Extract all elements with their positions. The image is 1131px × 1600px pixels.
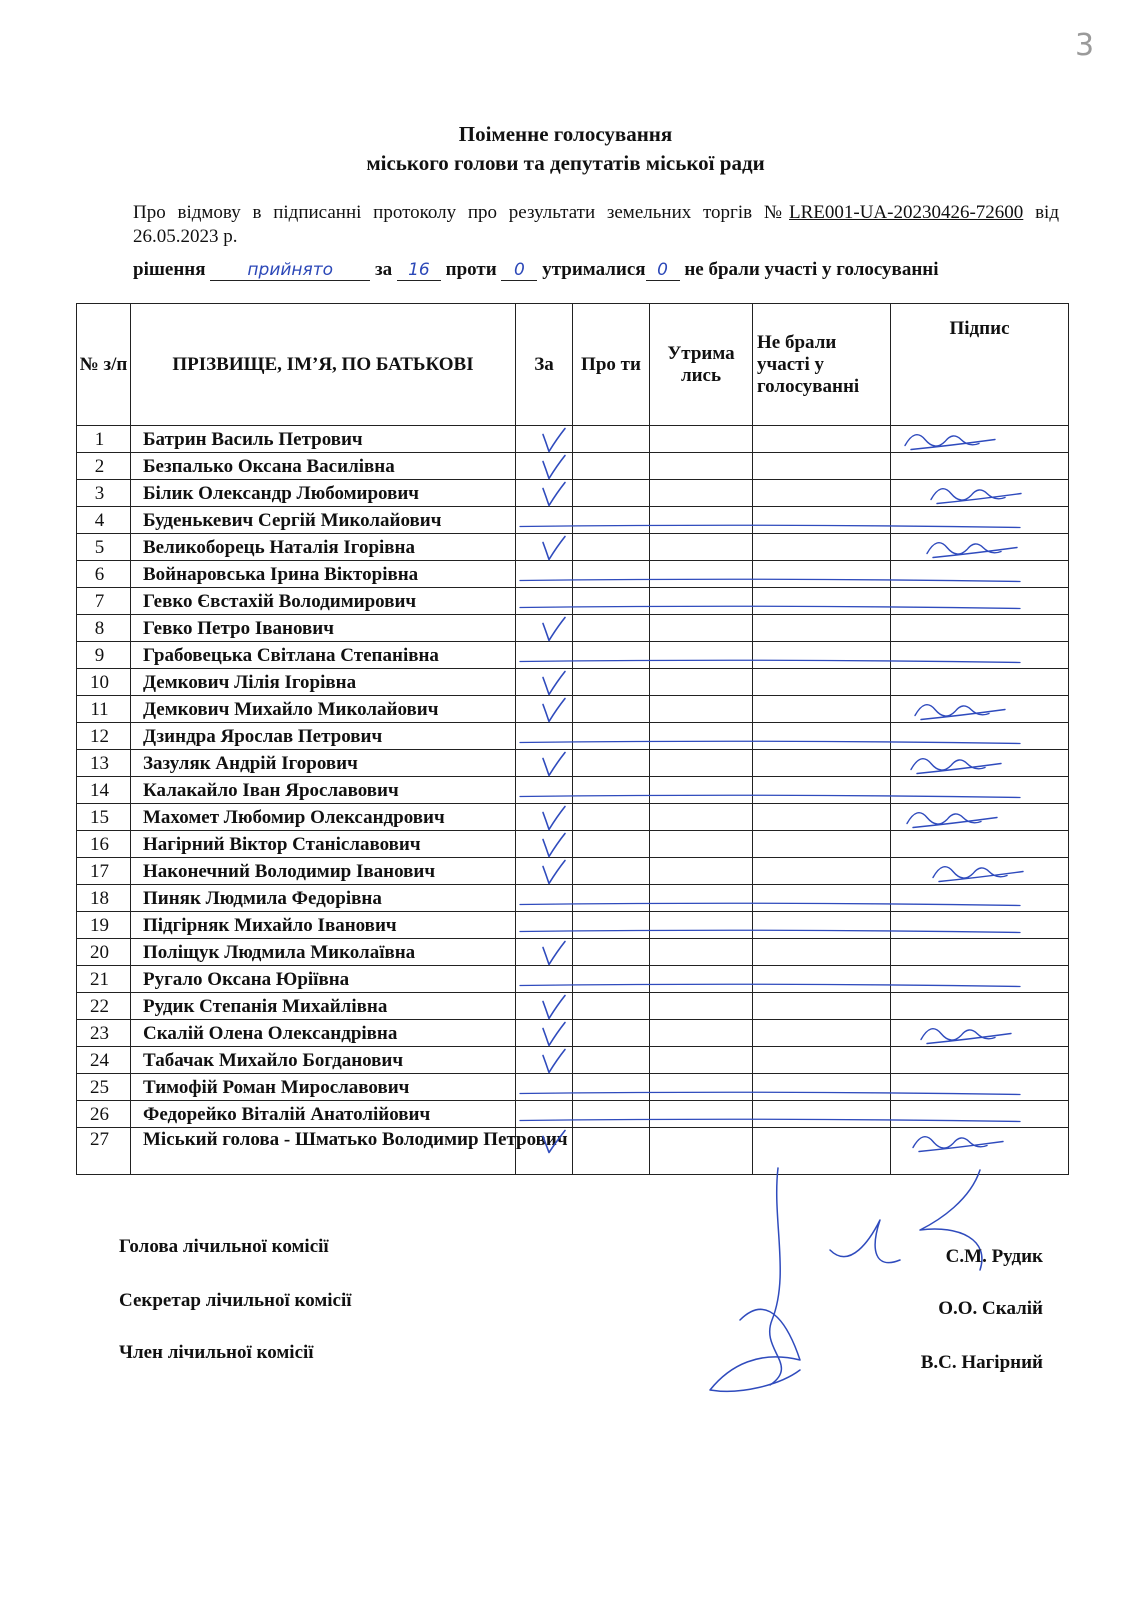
table-row (77, 831, 1069, 858)
commission-name-chair: С.М. Рудик (945, 1246, 1043, 1267)
table-row (77, 966, 1069, 993)
row-number: 22 (77, 993, 131, 1020)
table-row (77, 750, 1069, 777)
cell-against (573, 804, 650, 831)
row-number: 24 (77, 1047, 131, 1074)
cell-abstained (650, 993, 753, 1020)
cell-for (516, 993, 573, 1020)
cell-abstained (650, 804, 753, 831)
cell-not-participated (753, 1047, 891, 1074)
for-label: за (375, 259, 393, 280)
row-number: 7 (77, 588, 131, 615)
cell-signature (891, 426, 1069, 453)
cell-signature (891, 1020, 1069, 1047)
cell-signature (891, 777, 1069, 804)
table-row (77, 1020, 1069, 1047)
cell-for (516, 939, 573, 966)
deputy-name: Батрин Василь Петрович (131, 426, 516, 453)
cell-signature (891, 1101, 1069, 1128)
cell-for (516, 885, 573, 912)
cell-for (516, 453, 573, 480)
row-number: 27 (77, 1128, 131, 1175)
cell-against (573, 858, 650, 885)
cell-not-participated (753, 804, 891, 831)
header-for: За (516, 304, 573, 426)
cell-against (573, 777, 650, 804)
table-row (77, 858, 1069, 885)
cell-against (573, 561, 650, 588)
subject-date: від 26.05.2023 р. (133, 202, 1059, 247)
cell-for (516, 534, 573, 561)
table-row (77, 777, 1069, 804)
row-number: 1 (77, 426, 131, 453)
deputy-name: Міський голова - Шматько Володимир Петрович (131, 1128, 516, 1175)
cell-signature (891, 831, 1069, 858)
cell-signature (891, 804, 1069, 831)
table-row (77, 534, 1069, 561)
cell-for (516, 588, 573, 615)
deputy-name: Тимофій Роман Мирославович (131, 1074, 516, 1101)
cell-against (573, 750, 650, 777)
document-title-line-1: Поіменне голосування (458, 122, 673, 146)
cell-signature (891, 885, 1069, 912)
decision-summary (133, 259, 1068, 281)
table-row (77, 642, 1069, 669)
cell-abstained (650, 561, 753, 588)
deputy-name: Рудик Степанія Михайлівна (131, 993, 516, 1020)
cell-against (573, 831, 650, 858)
deputy-name: Зазуляк Андрій Ігорович (131, 750, 516, 777)
table-header-row (77, 304, 1069, 426)
cell-signature (891, 966, 1069, 993)
row-number: 2 (77, 453, 131, 480)
deputy-name: Білик Олександр Любомирович (131, 480, 516, 507)
cell-signature (891, 1047, 1069, 1074)
cell-abstained (650, 642, 753, 669)
cell-abstained (650, 885, 753, 912)
cell-abstained (650, 453, 753, 480)
row-number: 11 (77, 696, 131, 723)
cell-signature (891, 669, 1069, 696)
table-row (77, 1047, 1069, 1074)
table-row (77, 1101, 1069, 1128)
cell-against (573, 507, 650, 534)
cell-not-participated (753, 831, 891, 858)
cell-signature (891, 615, 1069, 642)
cell-abstained (650, 507, 753, 534)
table-row (77, 723, 1069, 750)
commission-name-secretary: О.О. Скалій (938, 1298, 1043, 1319)
cell-not-participated (753, 534, 891, 561)
deputy-name: Поліщук Людмила Миколаївна (131, 939, 516, 966)
header-against: Про ти (573, 304, 650, 426)
protocol-code: LRE001-UA-20230426-72600 (789, 202, 1024, 223)
cell-against (573, 534, 650, 561)
cell-signature (891, 696, 1069, 723)
cell-abstained (650, 669, 753, 696)
table-row (77, 939, 1069, 966)
table-row (77, 669, 1069, 696)
row-number: 15 (77, 804, 131, 831)
abstained-label: утрималися (542, 259, 646, 280)
row-number: 16 (77, 831, 131, 858)
table-row (77, 561, 1069, 588)
row-number: 10 (77, 669, 131, 696)
cell-abstained (650, 534, 753, 561)
row-number: 12 (77, 723, 131, 750)
cell-signature (891, 1074, 1069, 1101)
cell-abstained (650, 831, 753, 858)
table-row (77, 588, 1069, 615)
row-number: 4 (77, 507, 131, 534)
cell-not-participated (753, 885, 891, 912)
cell-abstained (650, 696, 753, 723)
table-row (77, 615, 1069, 642)
cell-abstained (650, 1047, 753, 1074)
cell-for (516, 723, 573, 750)
cell-abstained (650, 723, 753, 750)
decision-value: прийнято (210, 260, 370, 281)
cell-not-participated (753, 1020, 891, 1047)
cell-not-participated (753, 777, 891, 804)
cell-against (573, 1128, 650, 1175)
cell-for (516, 777, 573, 804)
table-row (77, 1128, 1069, 1175)
cell-against (573, 1101, 650, 1128)
cell-signature (891, 858, 1069, 885)
cell-for (516, 669, 573, 696)
cell-for (516, 507, 573, 534)
cell-not-participated (753, 993, 891, 1020)
commission-name-member: В.С. Нагірний (920, 1352, 1043, 1373)
cell-against (573, 453, 650, 480)
deputy-name: Скалій Олена Олександрівна (131, 1020, 516, 1047)
cell-signature (891, 453, 1069, 480)
cell-for (516, 480, 573, 507)
cell-abstained (650, 912, 753, 939)
cell-against (573, 939, 650, 966)
cell-for (516, 1020, 573, 1047)
row-number: 18 (77, 885, 131, 912)
row-number: 14 (77, 777, 131, 804)
table-row (77, 507, 1069, 534)
cell-against (573, 669, 650, 696)
deputy-name: Демкович Михайло Миколайович (131, 696, 516, 723)
cell-for (516, 1047, 573, 1074)
cell-not-participated (753, 966, 891, 993)
cell-against (573, 696, 650, 723)
cell-against (573, 1020, 650, 1047)
cell-against (573, 588, 650, 615)
commission-role-secretary: Секретар лічильної комісії (119, 1290, 352, 1311)
cell-abstained (650, 588, 753, 615)
row-number: 21 (77, 966, 131, 993)
cell-not-participated (753, 642, 891, 669)
cell-abstained (650, 1074, 753, 1101)
cell-for (516, 912, 573, 939)
deputy-name: Безпалько Оксана Василівна (131, 453, 516, 480)
cell-for (516, 426, 573, 453)
deputy-name: Дзиндра Ярослав Петрович (131, 723, 516, 750)
table-row (77, 804, 1069, 831)
cell-abstained (650, 939, 753, 966)
cell-not-participated (753, 453, 891, 480)
cell-signature (891, 507, 1069, 534)
cell-against (573, 480, 650, 507)
table-row (77, 696, 1069, 723)
cell-for (516, 831, 573, 858)
row-number: 8 (77, 615, 131, 642)
cell-not-participated (753, 858, 891, 885)
cell-against (573, 1074, 650, 1101)
cell-against (573, 993, 650, 1020)
cell-signature (891, 723, 1069, 750)
cell-for (516, 615, 573, 642)
cell-not-participated (753, 480, 891, 507)
cell-for (516, 750, 573, 777)
table-row (77, 993, 1069, 1020)
cell-against (573, 642, 650, 669)
cell-for (516, 966, 573, 993)
deputy-name: Гевко Євстахій Володимирович (131, 588, 516, 615)
cell-not-participated (753, 615, 891, 642)
cell-not-participated (753, 1128, 891, 1175)
for-count: 16 (397, 260, 441, 281)
header-not-participated: Не брали участі у голосуванні (753, 304, 891, 426)
cell-abstained (650, 426, 753, 453)
cell-against (573, 912, 650, 939)
row-number: 5 (77, 534, 131, 561)
header-abstained: Утрима лись (650, 304, 753, 426)
abstained-count: 0 (646, 260, 680, 281)
deputy-name: Калакайло Іван Ярославович (131, 777, 516, 804)
cell-abstained (650, 1101, 753, 1128)
cell-abstained (650, 1020, 753, 1047)
deputy-name: Грабовецька Світлана Степанівна (131, 642, 516, 669)
roll-call-table (76, 303, 1069, 1175)
deputy-name: Федорейко Віталій Анатолійович (131, 1101, 516, 1128)
table-body (77, 426, 1069, 1175)
cell-signature (891, 1128, 1069, 1175)
subject-text: Про відмову в підписанні протоколу про результати земельних торгів № (133, 202, 789, 223)
cell-against (573, 1047, 650, 1074)
cell-not-participated (753, 426, 891, 453)
cell-signature (891, 939, 1069, 966)
deputy-name: Гевко Петро Іванович (131, 615, 516, 642)
cell-signature (891, 993, 1069, 1020)
table-row (77, 480, 1069, 507)
resolution-subject (133, 201, 1059, 249)
row-number: 9 (77, 642, 131, 669)
deputy-name: Нагірний Віктор Станіславович (131, 831, 516, 858)
decision-label: рішення (133, 259, 206, 280)
cell-not-participated (753, 507, 891, 534)
row-number: 19 (77, 912, 131, 939)
cell-abstained (650, 858, 753, 885)
cell-against (573, 885, 650, 912)
cell-signature (891, 750, 1069, 777)
row-number: 13 (77, 750, 131, 777)
cell-not-participated (753, 723, 891, 750)
row-number: 6 (77, 561, 131, 588)
cell-not-participated (753, 696, 891, 723)
table-row (77, 885, 1069, 912)
against-label: проти (445, 259, 497, 280)
table-row (77, 426, 1069, 453)
commission-signature (830, 1220, 900, 1263)
cell-for (516, 1101, 573, 1128)
row-number: 23 (77, 1020, 131, 1047)
table-row (77, 453, 1069, 480)
commission-signature (770, 1168, 782, 1385)
cell-for (516, 696, 573, 723)
cell-not-participated (753, 939, 891, 966)
cell-signature (891, 561, 1069, 588)
cell-signature (891, 588, 1069, 615)
row-number: 3 (77, 480, 131, 507)
cell-not-participated (753, 1101, 891, 1128)
deputy-name: Ругало Оксана Юріївна (131, 966, 516, 993)
cell-signature (891, 642, 1069, 669)
deputy-name: Махомет Любомир Олександрович (131, 804, 516, 831)
cell-signature (891, 912, 1069, 939)
commission-signature (710, 1309, 800, 1391)
table-row (77, 912, 1069, 939)
cell-not-participated (753, 561, 891, 588)
cell-against (573, 426, 650, 453)
page-number: 3 (1075, 28, 1095, 63)
header-full-name: ПРІЗВИЩЕ, ІМ’Я, ПО БАТЬКОВІ (131, 304, 516, 426)
cell-signature (891, 480, 1069, 507)
cell-not-participated (753, 669, 891, 696)
header-signature: Підпис (891, 304, 1069, 426)
deputy-name: Демкович Лілія Ігорівна (131, 669, 516, 696)
table-row (77, 1074, 1069, 1101)
deputy-name: Табачак Михайло Богданович (131, 1047, 516, 1074)
deputy-name: Великоборець Наталія Ігорівна (131, 534, 516, 561)
deputy-name: Войнаровська Ірина Вікторівна (131, 561, 516, 588)
row-number: 26 (77, 1101, 131, 1128)
cell-not-participated (753, 1074, 891, 1101)
cell-abstained (650, 480, 753, 507)
cell-for (516, 858, 573, 885)
row-number: 20 (77, 939, 131, 966)
row-number: 25 (77, 1074, 131, 1101)
cell-abstained (650, 1128, 753, 1175)
deputy-name: Буденькевич Сергій Миколайович (131, 507, 516, 534)
cell-for (516, 642, 573, 669)
deputy-name: Пиняк Людмила Федорівна (131, 885, 516, 912)
deputy-name: Підгірняк Михайло Іванович (131, 912, 516, 939)
cell-signature (891, 534, 1069, 561)
cell-against (573, 966, 650, 993)
cell-abstained (650, 750, 753, 777)
deputy-name: Наконечний Володимир Іванович (131, 858, 516, 885)
against-count: 0 (501, 260, 537, 281)
cell-abstained (650, 966, 753, 993)
cell-for (516, 804, 573, 831)
document-title-line-2: міського голови та депутатів міської ради (366, 151, 765, 175)
commission-role-chair: Голова лічильної комісії (119, 1236, 329, 1257)
cell-for (516, 561, 573, 588)
cell-for (516, 1074, 573, 1101)
commission-role-member: Член лічильної комісії (119, 1342, 314, 1363)
cell-not-participated (753, 588, 891, 615)
cell-against (573, 615, 650, 642)
not-participated-label: не брали участі у голосуванні (684, 259, 939, 280)
cell-not-participated (753, 750, 891, 777)
cell-against (573, 723, 650, 750)
cell-abstained (650, 615, 753, 642)
row-number: 17 (77, 858, 131, 885)
cell-not-participated (753, 912, 891, 939)
cell-abstained (650, 777, 753, 804)
header-number: № з/п (77, 304, 131, 426)
